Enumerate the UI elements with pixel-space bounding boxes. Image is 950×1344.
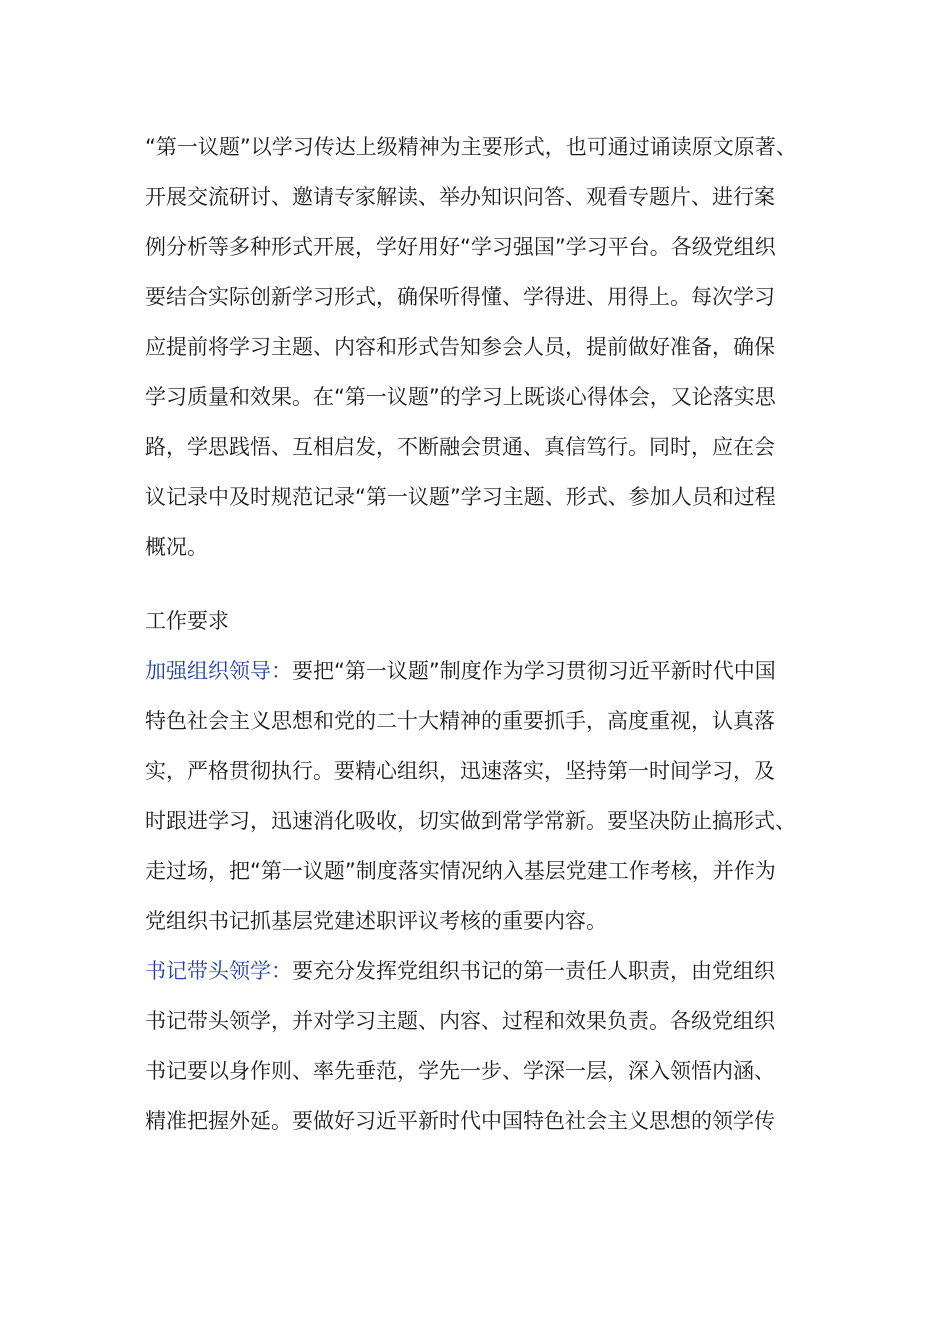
paragraph-line-rest: 要把“第一议题”制度作为学习贯彻习近平新时代中国 <box>292 659 776 683</box>
paragraph-line: 书记带头领学，并对学习主题、内容、过程和效果负责。各级党组织 <box>145 1009 775 1033</box>
section-heading-work-requirements <box>145 596 805 646</box>
paragraph-line: 实，严格贯彻执行。要精心组织，迅速落实，坚持第一时间学习，及 <box>145 759 775 783</box>
paragraph-line: 精准把握外延。要做好习近平新时代中国特色社会主义思想的领学传 <box>145 1109 775 1133</box>
paragraph-line-rest: 要充分发挥党组织书记的第一责任人职责，由党组织 <box>292 959 775 983</box>
paragraph-first-line <box>145 946 805 996</box>
paragraph-line: 要结合实际创新学习形式，确保听得懂、学得进、用得上。每次学习 <box>145 285 775 309</box>
paragraph-line: 特色社会主义思想和党的二十大精神的重要抓手，高度重视，认真落 <box>145 709 775 733</box>
section-heading: 工作要求 <box>145 609 229 633</box>
paragraph-line: 路，学思践悟、互相启发，不断融会贯通、真信笃行。同时，应在会 <box>145 435 775 459</box>
paragraph-line: 议记录中及时规范记录“第一议题”学习主题、形式、参加人员和过程 <box>145 485 776 509</box>
paragraph-line: 学习质量和效果。在“第一议题”的学习上既谈心得体会，又论落实思 <box>145 385 776 409</box>
paragraph-line: 开展交流研讨、邀请专家解读、举办知识问答、观看专题片、进行案 <box>145 185 775 209</box>
paragraph-line: 书记要以身作则、率先垂范，学先一步、学深一层，深入领悟内涵、 <box>145 1059 775 1083</box>
paragraph-secretary-leads-study <box>145 946 805 1146</box>
paragraph-line: 概况。 <box>145 535 208 559</box>
paragraph-line: “第一议题”以学习传达上级精神为主要形式，也可通过诵读原文原著、 <box>145 135 797 159</box>
paragraph-line: 时跟进学习，迅速消化吸收，切实做到常学常新。要坚决防止搞形式、 <box>145 809 796 833</box>
paragraph-strengthen-leadership <box>145 646 805 946</box>
paragraph-line: 例分析等多种形式开展，学好用好“学习强国”学习平台。各级党组织 <box>145 235 776 259</box>
highlight-label: 加强组织领导： <box>145 659 292 683</box>
paragraph-line: 应提前将学习主题、内容和形式告知参会人员，提前做好准备，确保 <box>145 335 775 359</box>
paragraph-first-topic-forms <box>145 122 805 572</box>
paragraph-first-line <box>145 646 805 696</box>
paragraph-line: 党组织书记抓基层党建述职评议考核的重要内容。 <box>145 909 607 933</box>
paragraph-line: 走过场，把“第一议题”制度落实情况纳入基层党建工作考核，并作为 <box>145 859 776 883</box>
highlight-label: 书记带头领学： <box>145 959 292 983</box>
